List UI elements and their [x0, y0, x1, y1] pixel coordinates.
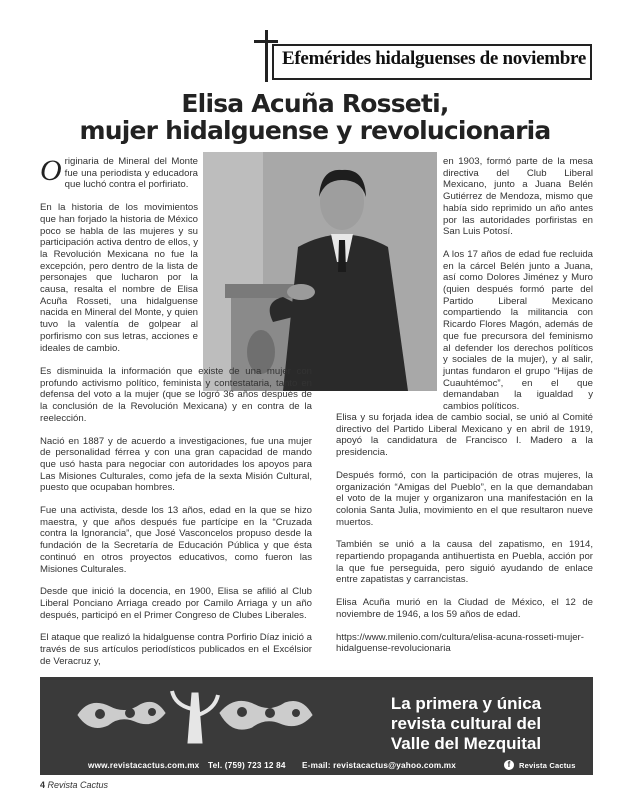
- paragraph: El ataque que realizó la hidalguense contra Porfirio Díaz inició a través de sus artículos periodísticos publicados en el Excélsior de Veracruz y,: [40, 632, 312, 667]
- email-link[interactable]: E-mail: revistacactus@yahoo.com.mx: [302, 761, 457, 770]
- banner-slogan-line2: revista cultural del: [390, 714, 542, 733]
- social-label[interactable]: Revista Cactus: [519, 761, 576, 770]
- paragraph: Fue una activista, desde los 13 años, edad en la que se hizo maestra, y que años después fue partícipe en la “Cruzada contra la Ignorancia”, que José Vasconcelos propuso desde la fundación de la Secretaría de Educación Pública y que ésta continuó en otros proyectos educativos, como fueron las Misiones Culturales.: [40, 505, 312, 575]
- header-cross-vertical: [265, 30, 268, 82]
- page-number: 4: [40, 780, 46, 790]
- phone-number: Tel. (759) 723 12 84: [208, 761, 286, 770]
- paragraph: Nació en 1887 y de acuerdo a investigaciones, fue una mujer de personalidad férrea y con una gran capacidad de mando que usó hasta para negociar con autoridades los apoyos para Las Misiones Culturales, como jefa de la sexta Misión Cultural, puesto que ocupaban hombres.: [40, 435, 312, 494]
- banner-contact-bar: [40, 759, 593, 775]
- paragraph: Después formó, con la participación de otras mujeres, la organización “Amigas del Pueblo”, en la que demandaban el voto de la mujer y organizaron una manifestación en la colonia Santa Julia, movimiento en el que resultaron nueve muertos.: [336, 469, 593, 528]
- column-left-top: [40, 156, 198, 365]
- column-right-top: [443, 156, 593, 424]
- cactus-logo-icon: [70, 685, 320, 745]
- source-link[interactable]: https://www.milenio.com/cultura/elisa-acuna-rosseti-mujer-hidalguense-revolucionaria: [336, 631, 584, 655]
- page-footer: [40, 780, 108, 790]
- paragraph: Elisa Acuña murió en la Ciudad de México, el 12 de noviembre de 1946, a los 59 años de edad.: [336, 597, 593, 620]
- website-link[interactable]: www.revistacactus.com.mx: [88, 761, 200, 770]
- banner-slogan-line1: La primera y única: [390, 694, 542, 713]
- banner-slogan-line3: Valle del Mezquital: [390, 734, 542, 753]
- magazine-name: Revista Cactus: [47, 780, 109, 790]
- paragraph: en 1903, formó parte de la mesa directiva del Club Liberal Mexicano, junto a Juana Belén Gutiérrez de Mendoza, mismo que había sido reprimido un año antes por las autoridades porfiristas en San Luis Potosí.: [443, 156, 593, 238]
- paragraph: También se unió a la causa del zapatismo, en 1914, repartiendo propaganda antihuertista en Puebla, acción por la que fue perseguida, pero siguió ayudando de enlace entre zapatistas y carrancistas.: [336, 539, 593, 586]
- article-title-line2: mujer hidalguense y revolucionaria: [79, 116, 551, 145]
- paragraph: A los 17 años de edad fue recluida en la cárcel Belén junto a Juana, así como Dolores Jiménez y Muro (quien después formó parte del Partido Liberal Mexicano compartiendo la militancia con Ricardo Flores Magón, además de que fue precursora del feminismo al defender los derechos políticos y sociales de la mujer), y al salir, juntas fundaron el grupo “Hijas de Cuauhtémoc”, en el que demandaban la igualdad y cambios políticos.: [443, 248, 593, 413]
- paragraph: Originaria de Mineral del Monte fue una periodista y educadora que luchó contra el porfiriato.: [40, 154, 198, 191]
- advertisement-banner: [40, 677, 593, 775]
- article-title-line1: Elisa Acuña Rosseti,: [181, 89, 449, 118]
- paragraph: Desde que inició la docencia, en 1900, Elisa se afilió al Club Liberal Ponciano Arriaga creado por Camilo Arriaga y un año después, participó en el Primer Congreso de Clubes Liberales.: [40, 586, 312, 621]
- dropcap: O: [40, 154, 62, 187]
- paragraph: Elisa y su forjada idea de cambio social, se unió al Comité directivo del Partido Liberal Mexicano y en abril de 1919, apoyó la candidatura de Francisco I. Madero a la presidencia.: [336, 412, 593, 459]
- section-title: Efemérides hidalguenses de noviembre: [282, 48, 586, 69]
- header-cross-horizontal: [254, 40, 278, 43]
- portrait-illustration: [203, 152, 437, 391]
- paragraph: Es disminuida la información que existe de una mujer con profundo activismo político, feminista y contestataria, tanto en defensa del voto a la mujer (que se logró 36 años después de la conclusión de la Revolución Mexicana) y en contra de la reelección.: [40, 366, 312, 424]
- portrait-photo: [203, 152, 437, 391]
- column-right-bottom: [336, 412, 593, 666]
- paragraph: En la historia de los movimientos que han forjado la historia de México poco se habla de las mujeres y su participación activa dentro de ellos, y la Revolución Mexicana no fue la excepción, pero dentro de la lista de personajes que lucharon por la causa, resalta el nombre de Elisa Acuña Rosseti, una hidalguense nacida en Mineral del Monte, y quien tuvo la valentía de golpear al porfirismo con sus letras, acciones e ideales de cambio.: [40, 202, 198, 354]
- cactus-logo: [70, 685, 320, 745]
- facebook-icon[interactable]: f: [504, 760, 514, 770]
- column-left-bottom: [40, 366, 312, 678]
